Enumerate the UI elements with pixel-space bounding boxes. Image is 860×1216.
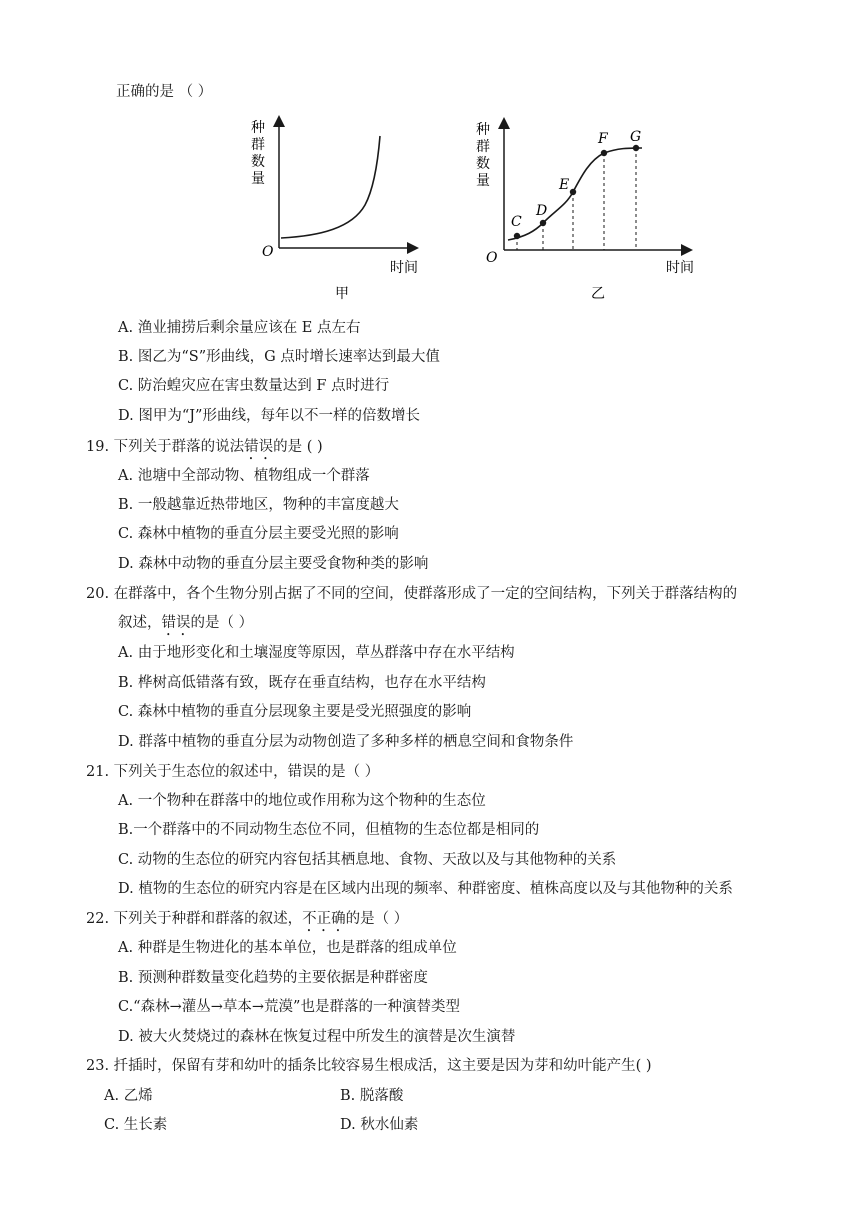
option-a[interactable]: A. 池塘中全部动物、植物组成一个群落 — [118, 468, 370, 484]
option-d[interactable]: D. 图甲为“J”形曲线，每年以不一样的倍数增长 — [118, 408, 420, 424]
y-label-char: 数 — [476, 156, 490, 172]
point-e — [570, 189, 576, 195]
point-label: D — [536, 203, 548, 219]
y-label-char: 种 — [476, 122, 490, 138]
option-b[interactable]: B. 一般越靠近热带地区，物种的丰富度越大 — [118, 497, 399, 513]
question-20-stem-cont: 叙述，错误的是（ ） — [118, 615, 254, 631]
point-label: C — [511, 214, 522, 230]
option-a[interactable]: A. 乙烯 — [104, 1088, 153, 1104]
figure-yi — [470, 115, 710, 315]
question-21-stem: 21. 下列关于生态位的叙述中，错误的是（ ） — [86, 764, 380, 780]
option-c[interactable]: C. 森林中植物的垂直分层主要受光照的影响 — [118, 526, 399, 542]
question-23-stem: 23. 扦插时，保留有芽和幼叶的插条比较容易生根成活，这主要是因为芽和幼叶能产生( ) — [86, 1058, 652, 1074]
y-label-char: 群 — [251, 137, 265, 153]
point-label: E — [559, 177, 570, 193]
question-22-stem: 22. 下列关于种群和群落的叙述，不正确的是（ ） — [86, 911, 409, 927]
point-label: G — [630, 129, 642, 145]
x-axis-label: 时间 — [666, 260, 694, 276]
point-f — [601, 150, 607, 156]
y-label-char: 量 — [476, 173, 490, 189]
option-d[interactable]: D. 秋水仙素 — [340, 1117, 419, 1133]
option-a[interactable]: A. 一个物种在群落中的地位或作用称为这个物种的生态位 — [118, 793, 486, 809]
option-b[interactable]: B. 脱落酸 — [340, 1088, 404, 1104]
option-b[interactable]: B. 预测种群数量变化趋势的主要依据是种群密度 — [118, 970, 428, 986]
option-c[interactable]: C. 防治蝗灾应在害虫数量达到 F 点时进行 — [118, 378, 390, 394]
option-d[interactable]: D. 森林中动物的垂直分层主要受食物种类的影响 — [118, 556, 429, 572]
option-c[interactable]: C. 森林中植物的垂直分层现象主要是受光照强度的影响 — [118, 704, 472, 720]
origin-label: O — [262, 244, 274, 260]
question-19-stem: 19. 下列关于群落的说法错误的是 ( ) — [86, 439, 323, 455]
y-label-char: 数 — [251, 154, 265, 170]
y-label-char: 量 — [251, 171, 265, 187]
option-b[interactable]: B. 图乙为“S”形曲线，G 点时增长速率达到最大值 — [118, 349, 440, 365]
point-d — [540, 220, 546, 226]
option-d[interactable]: D. 被大火焚烧过的森林在恢复过程中所发生的演替是次生演替 — [118, 1029, 516, 1045]
x-axis-label: 时间 — [390, 260, 418, 276]
y-label-char: 种 — [251, 120, 265, 136]
option-c[interactable]: C.“森林→灌丛→草本→荒漠”也是群落的一种演替类型 — [118, 999, 460, 1015]
figure-caption: 乙 — [591, 286, 605, 302]
option-c[interactable]: C. 生长素 — [104, 1117, 168, 1133]
option-d[interactable]: D. 植物的生态位的研究内容是在区域内出现的频率、种群密度、植株高度以及与其他物种的关系 — [118, 881, 733, 897]
option-a[interactable]: A. 渔业捕捞后剩余量应该在 E 点左右 — [118, 320, 361, 336]
figure-caption: 甲 — [335, 286, 349, 302]
option-a[interactable]: A. 种群是生物进化的基本单位，也是群落的组成单位 — [118, 940, 457, 956]
option-c[interactable]: C. 动物的生态位的研究内容包括其栖息地、食物、天敌以及与其他物种的关系 — [118, 852, 617, 868]
figure-jia — [240, 110, 440, 310]
question-18-tail: 正确的是 （ ） — [116, 84, 213, 100]
j-curve — [281, 136, 380, 238]
option-b[interactable]: B.一个群落中的不同动物生态位不同，但植物的生态位都是相同的 — [118, 822, 540, 838]
option-d[interactable]: D. 群落中植物的垂直分层为动物创造了多种多样的栖息空间和食物条件 — [118, 734, 574, 750]
y-label-char: 群 — [476, 139, 490, 155]
origin-label: O — [486, 250, 498, 266]
point-c — [514, 233, 520, 239]
option-b[interactable]: B. 桦树高低错落有致，既存在垂直结构，也存在水平结构 — [118, 675, 486, 691]
point-label: F — [598, 131, 608, 147]
point-g — [633, 145, 639, 151]
option-a[interactable]: A. 由于地形变化和土壤湿度等原因，草丛群落中存在水平结构 — [118, 645, 515, 661]
question-20-stem: 20. 在群落中，各个生物分别占据了不同的空间，使群落形成了一定的空间结构，下列关于群落结构的 — [86, 586, 738, 602]
